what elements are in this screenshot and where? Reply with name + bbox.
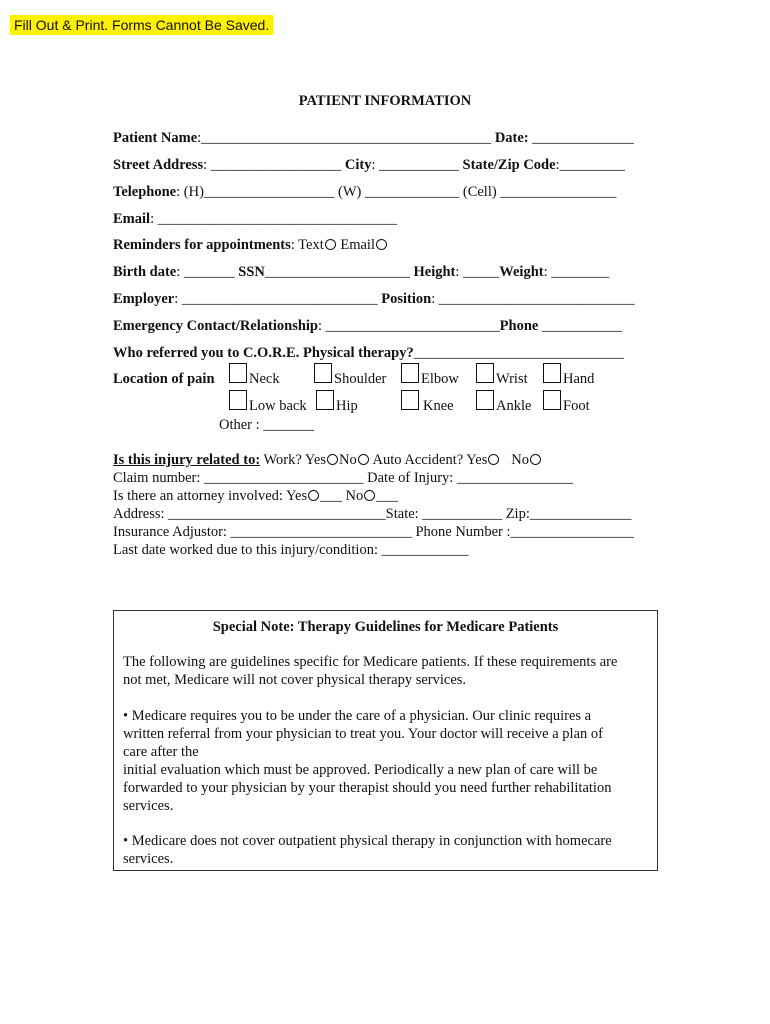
position-field[interactable]: : ___________________________ [431, 291, 635, 307]
attorney-no-radio[interactable] [364, 490, 375, 501]
attorney-address-row[interactable]: Address: ______________________________State: ___________ Zip:______________ [113, 506, 632, 522]
last-date-worked-row[interactable]: Last date worked due to this injury/condition: ____________ [113, 542, 469, 558]
ssn-label: SSN [238, 264, 265, 280]
neck-label: Neck [249, 371, 280, 387]
work-label: Work? Yes [260, 452, 326, 468]
email-field[interactable]: : _________________________________ [150, 211, 397, 227]
low-back-label: Low back [249, 398, 307, 414]
shoulder-checkbox[interactable] [314, 363, 332, 383]
date-field[interactable]: ______________ [528, 130, 634, 146]
email-row [113, 210, 397, 228]
referred-row [113, 344, 624, 362]
location-of-pain-label: Location of pain [113, 371, 215, 387]
injury-heading: Is this injury related to: [113, 452, 261, 468]
telephone-label: Telephone [113, 184, 177, 200]
attorney-yes-radio[interactable] [308, 490, 319, 501]
auto-yes-radio[interactable] [488, 454, 499, 465]
patient-name-label: Patient Name [113, 130, 198, 146]
referred-label: Who referred you to C.O.R.E. Physical therapy? [113, 345, 414, 361]
position-label: Position [381, 291, 432, 307]
claim-number-row[interactable]: Claim number: ______________________ Date of Injury: ________________ [113, 470, 573, 486]
attorney-row [113, 487, 398, 505]
weight-field[interactable]: : ________ [543, 264, 610, 280]
reminder-email-radio[interactable] [376, 239, 387, 250]
medicare-note-intro: The following are guidelines specific for Medicare patients. If these requirements are not met, Medicare will not cover physical therapy services. [123, 654, 618, 688]
medicare-note-homecare: • Medicare does not cover outpatient physical therapy in conjunction with homecare services. [123, 833, 612, 867]
height-field[interactable]: : _____ [455, 264, 500, 280]
knee-label: Knee [423, 398, 454, 414]
employer-field[interactable]: : ___________________________ [174, 291, 382, 307]
page-title: PATIENT INFORMATION [298, 93, 472, 109]
reminders-email-label: Email [336, 237, 375, 253]
auto-no-label: No [500, 452, 529, 468]
weight-label: Weight [499, 264, 544, 280]
city-field[interactable]: : ___________ [371, 157, 459, 173]
patient-name-row [113, 129, 634, 147]
birth-date-field[interactable]: : _______ [176, 264, 239, 280]
elbow-label: Elbow [421, 371, 459, 387]
address-row [113, 156, 625, 174]
patient-name-field[interactable]: :________________________________________ [197, 130, 492, 146]
attorney-no-line: ___ [376, 488, 398, 504]
phone-label: Phone [499, 318, 539, 334]
neck-checkbox[interactable] [229, 363, 247, 383]
reminders-label: Reminders for appointments [113, 237, 291, 253]
injury-related-row [113, 451, 542, 469]
employer-row [113, 290, 635, 308]
date-label: Date: [494, 130, 529, 146]
city-label: City [344, 157, 372, 173]
ssn-field[interactable]: ____________________ [264, 264, 410, 280]
hip-label: Hip [336, 398, 358, 414]
attorney-label: Is there an attorney involved: Yes [113, 488, 308, 504]
medicare-note-physician: • Medicare requires you to be under the care of a physician. Our clinic requires a written referral from your physician to treat you. Your doctor will receive a plan of care after the initial evaluation which must be approved. Periodically a new plan of care will be forwarded to your physician by your therapist should you need further rehabilitation services. [123, 708, 612, 814]
wrist-label: Wrist [496, 371, 528, 387]
ankle-checkbox[interactable] [476, 390, 494, 410]
telephone-row [113, 183, 616, 201]
reminders-text-label: : Text [290, 237, 324, 253]
elbow-checkbox[interactable] [401, 363, 419, 383]
auto-no-radio[interactable] [530, 454, 541, 465]
knee-checkbox[interactable] [401, 390, 419, 410]
insurance-adjustor-row[interactable]: Insurance Adjustor: _________________________ Phone Number :_________________ [113, 524, 634, 540]
emergency-contact-label: Emergency Contact/Relationship [113, 318, 318, 334]
hip-checkbox[interactable] [316, 390, 334, 410]
emergency-contact-field[interactable]: : ________________________ [318, 318, 500, 334]
ankle-label: Ankle [496, 398, 532, 414]
state-zip-field[interactable]: :_________ [555, 157, 625, 173]
wrist-checkbox[interactable] [476, 363, 494, 383]
birth-row [113, 263, 609, 281]
phone-field[interactable]: ___________ [538, 318, 622, 334]
attorney-yes-line: ___ No [320, 488, 364, 504]
street-address-field[interactable]: : __________________ [203, 157, 342, 173]
birth-date-label: Birth date [113, 264, 177, 280]
foot-label: Foot [563, 398, 590, 414]
hand-checkbox[interactable] [543, 363, 561, 383]
fill-print-banner: Fill Out & Print. Forms Cannot Be Saved. [10, 15, 273, 35]
shoulder-label: Shoulder [334, 371, 387, 387]
work-no-radio[interactable] [358, 454, 369, 465]
height-label: Height [413, 264, 456, 280]
reminders-row [113, 236, 388, 254]
referred-field[interactable]: _____________________________ [413, 345, 624, 361]
other-field[interactable]: Other : _______ [219, 417, 315, 433]
email-label: Email [113, 211, 151, 227]
hand-label: Hand [563, 371, 595, 387]
state-zip-label: State/Zip Code [462, 157, 556, 173]
medicare-note-title: Special Note: Therapy Guidelines for Medicare Patients [212, 619, 559, 635]
street-address-label: Street Address [113, 157, 204, 173]
reminder-text-radio[interactable] [325, 239, 336, 250]
medicare-note-box [113, 610, 658, 871]
foot-checkbox[interactable] [543, 390, 561, 410]
low-back-checkbox[interactable] [229, 390, 247, 410]
employer-label: Employer [113, 291, 175, 307]
auto-accident-label: Auto Accident? Yes [369, 452, 488, 468]
telephone-fields[interactable]: : (H)__________________ (W) _____________ (Cell) ________________ [176, 184, 617, 200]
emergency-row [113, 317, 622, 335]
work-yes-radio[interactable] [327, 454, 338, 465]
work-no-label: No [339, 452, 357, 468]
